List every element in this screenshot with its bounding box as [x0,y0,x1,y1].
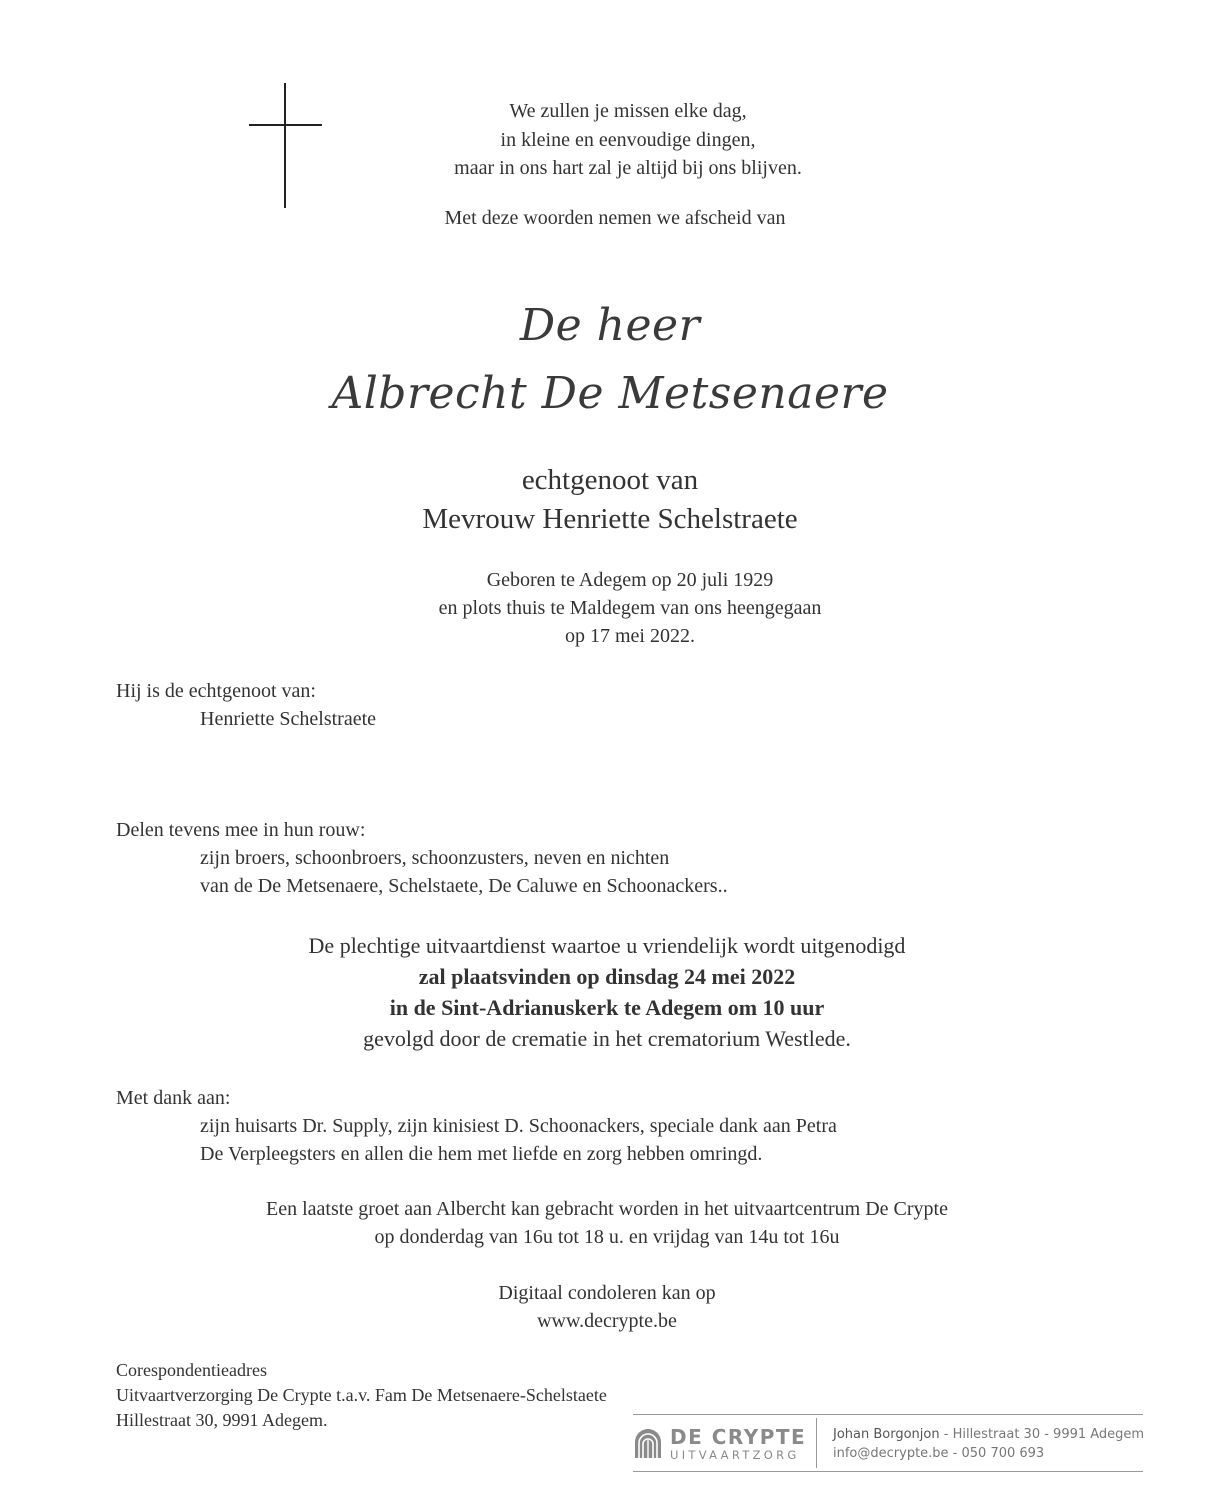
death-date-line: op 17 mei 2022. [565,625,695,647]
footer-divider [633,1414,1143,1415]
footer-divider [633,1471,1143,1472]
thanks-block [116,1084,837,1168]
spouse-block-name: Henriette Schelstraete [200,708,377,730]
spouse-relation: echtgenoot van [521,464,699,496]
service-cremation: gevolgd door de crematie in het crematorium Westlede. [363,1026,851,1051]
mourners-line: van de De Metsenaere, Schelstaete, De Caluwe en Schoonackers.. [200,875,728,897]
birth-line: Geboren te Adegem op 20 juli 1929 [486,569,774,591]
condolence-text: Digitaal condoleren kan op [498,1282,716,1304]
poem-line: maar in ons hart zal je altijd bij ons blijven. [454,157,802,179]
visitation-line: Een laatste groet aan Albercht kan gebracht worden in het uitvaartcentrum De Crypte [266,1198,948,1220]
thanks-label: Met dank aan: [116,1087,231,1109]
mourners-label: Delen tevens mee in hun rouw: [116,819,366,841]
thanks-line: zijn huisarts Dr. Supply, zijn kinisiest D. Schoonackers, speciale dank aan Petra [200,1115,837,1137]
deceased-name: Albrecht De Metsenaere [331,368,889,419]
visitation-hours: op donderdag van 16u tot 18 u. en vrijdag van 14u tot 16u [374,1226,840,1248]
footer-separator [816,1418,817,1468]
poem-line: in kleine en eenvoudige dingen, [500,128,756,151]
logo-subtitle: UITVAARTZORG [670,1448,800,1462]
spouse-block-label: Hij is de echtgenoot van: [116,680,316,702]
condolence-link[interactable]: www.decrypte.be [537,1310,677,1332]
mourners-block [116,816,728,900]
birth-death-info [260,566,1000,650]
crypt-arch-icon [633,1428,663,1463]
funeral-home-footer [633,1414,1143,1472]
mourners-line: zijn broers, schoonbroers, schoonzusters, neven en nichten [200,847,670,869]
correspondence-label: Corespondentieadres [116,1360,267,1380]
correspondence-street: Hillestraat 30, 9991 Adegem. [116,1410,328,1430]
condolence-info [300,1279,914,1335]
correspondence-address [116,1358,607,1433]
poem [300,97,956,183]
thanks-line: De Verpleegsters en allen die hem met liefde en zorg hebben omringd. [200,1143,763,1165]
service-date: zal plaatsvinden op dinsdag 24 mei 2022 [418,964,796,989]
spouse-heading [200,461,1020,539]
contact-email-phone[interactable]: info@decrypte.be - 050 700 693 [833,1446,1045,1461]
service-info [150,930,1064,1054]
correspondence-recipient: Uitvaartverzorging De Crypte t.a.v. Fam De Metsenaere-Schelstaete [116,1385,607,1405]
poem-line: We zullen je missen elke dag, [509,100,747,122]
visitation-info [150,1195,1064,1251]
farewell-text: Met deze woorden nemen we afscheid van [444,207,786,229]
contact-name: Johan Borgonjon [833,1427,940,1442]
contact-address-line [833,1427,1144,1442]
logo-name: DE CRYPTE [670,1425,807,1449]
service-invite: De plechtige uitvaartdienst waartoe u vriendelijk wordt uitgenodigd [308,933,906,958]
contact-address: - Hillestraat 30 - 9991 Adegem [939,1427,1145,1442]
service-location: in de Sint-Adrianuskerk te Adegem om 10 uur [389,995,825,1020]
spouse-block [116,677,376,733]
deceased-title: De heer [519,300,701,351]
death-line: en plots thuis te Maldegem van ons heengegaan [438,597,822,619]
spouse-name: Mevrouw Henriette Schelstraete [422,503,798,535]
